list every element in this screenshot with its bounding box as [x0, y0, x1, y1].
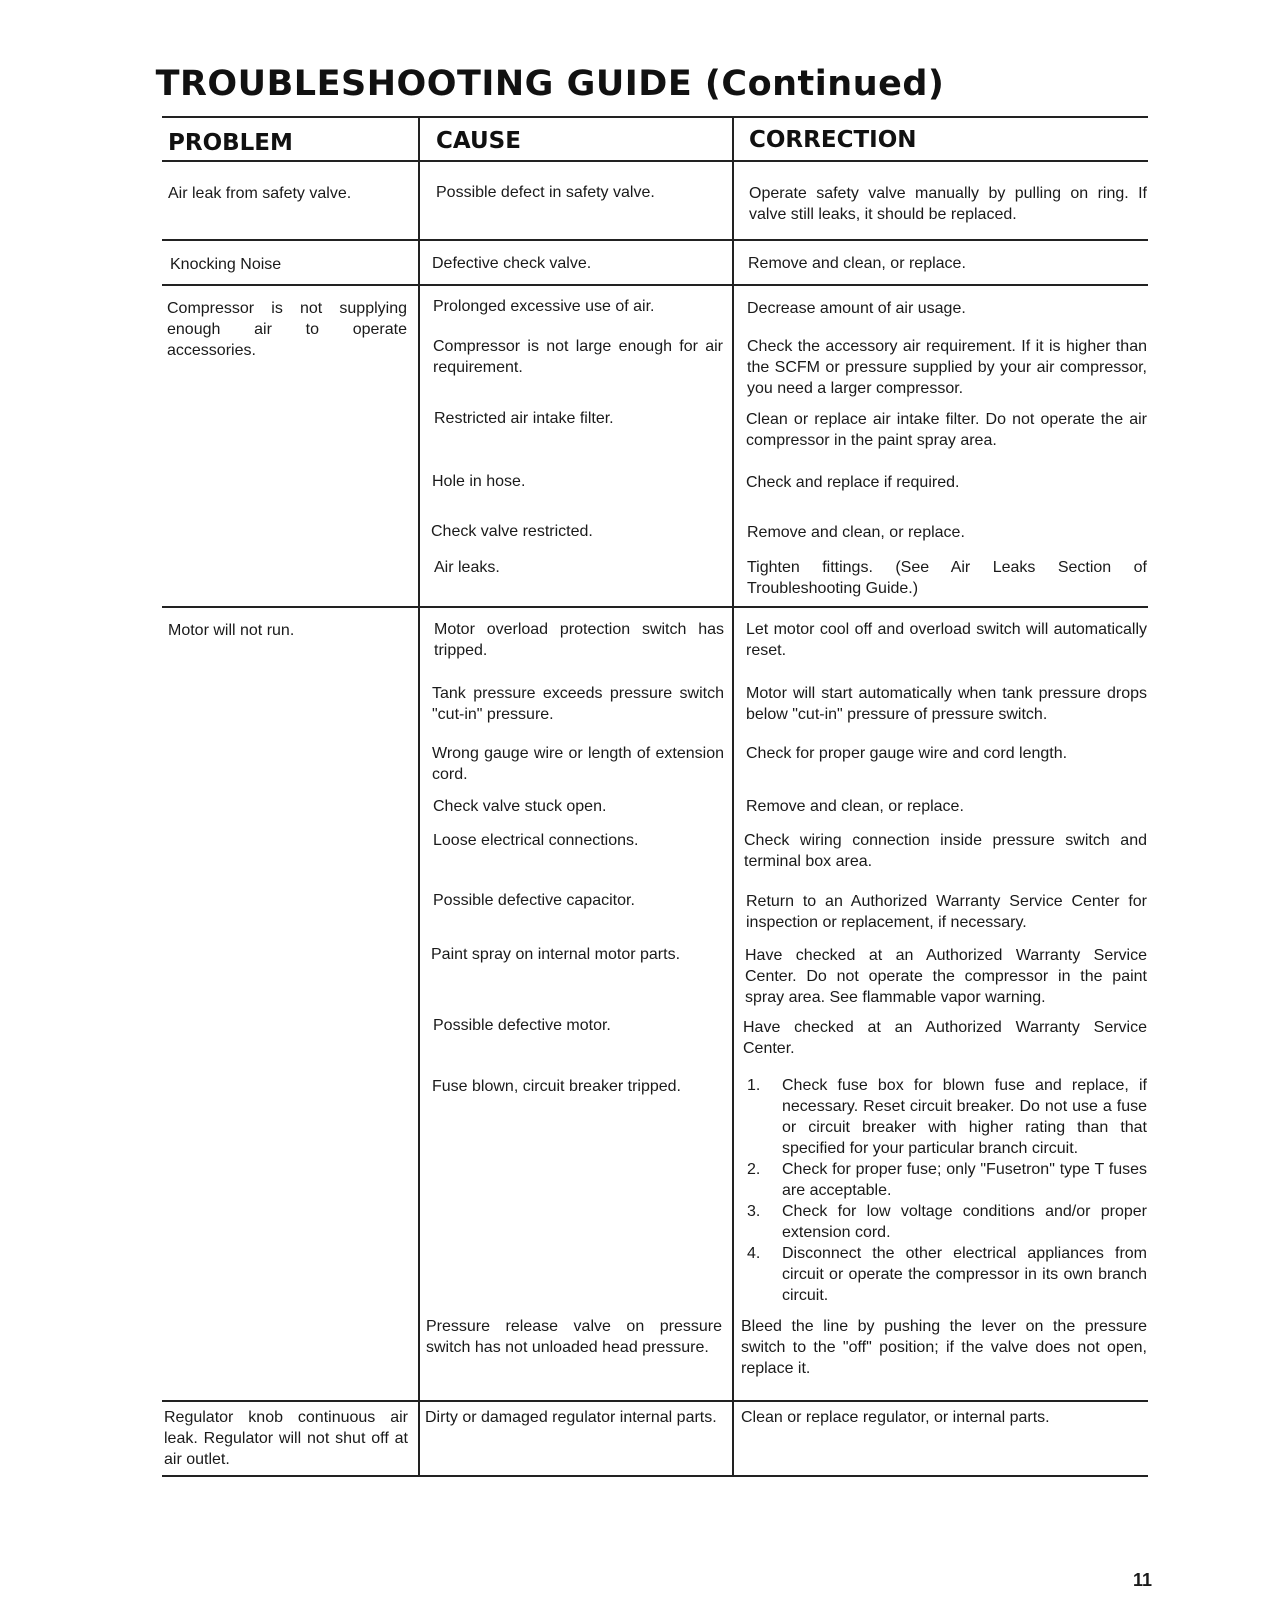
table-top-rule	[162, 116, 1148, 118]
correction-cell: Tighten fittings. (See Air Leaks Section of Troubleshooting Guide.)	[747, 559, 1147, 597]
problem-cell: Air leak from safety valve.	[168, 185, 352, 202]
correction-steps-list	[742, 1075, 1147, 1306]
list-item	[742, 1243, 1147, 1306]
list-item-number: 4.	[747, 1245, 761, 1262]
cause-cell: Check valve restricted.	[431, 523, 593, 540]
list-item-number: 3.	[747, 1203, 761, 1220]
cause-cell: Loose electrical connections.	[433, 832, 639, 849]
cause-cell: Compressor is not large enough for air requirement.	[433, 338, 723, 376]
list-item-number: 1.	[747, 1077, 761, 1094]
row-divider	[162, 284, 1148, 286]
correction-cell: Check for proper gauge wire and cord length.	[746, 745, 1068, 762]
cause-cell: Prolonged excessive use of air.	[433, 298, 655, 315]
correction-cell: Remove and clean, or replace.	[746, 798, 964, 815]
cause-cell: Pressure release valve on pressure switch has not unloaded head pressure.	[426, 1318, 722, 1356]
cause-cell: Dirty or damaged regulator internal parts.	[425, 1409, 717, 1426]
problem-cell: Knocking Noise	[170, 256, 282, 273]
correction-cell: Return to an Authorized Warranty Service Center for inspection or replacement, if necessary.	[746, 893, 1147, 931]
column-divider	[732, 116, 734, 1475]
table-bottom-rule	[162, 1475, 1148, 1477]
list-item-number: 2.	[747, 1161, 761, 1178]
correction-cell: Operate safety valve manually by pulling on ring. If valve still leaks, it should be replaced.	[749, 185, 1147, 223]
list-item	[742, 1159, 1147, 1201]
correction-cell: Clean or replace air intake filter. Do not operate the air compressor in the paint spray area.	[746, 411, 1147, 449]
list-item	[742, 1075, 1147, 1159]
page-title: TROUBLESHOOTING GUIDE (Continued)	[155, 64, 945, 104]
cause-cell: Motor overload protection switch has tripped.	[434, 621, 724, 659]
problem-cell: Regulator knob continuous air leak. Regulator will not shut off at air outlet.	[164, 1409, 408, 1468]
cause-cell: Possible defect in safety valve.	[436, 184, 655, 201]
problem-cell: Compressor is not supplying enough air to operate accessories.	[167, 300, 407, 359]
page-number: 11	[1132, 1570, 1152, 1590]
cause-cell: Check valve stuck open.	[433, 798, 607, 815]
cause-cell: Possible defective motor.	[433, 1017, 611, 1034]
list-item-text: Disconnect the other electrical appliances from circuit or operate the compressor in its own branch circuit.	[782, 1245, 1147, 1304]
header-correction: CORRECTION	[749, 127, 917, 153]
correction-cell: Decrease amount of air usage.	[747, 300, 966, 317]
cause-cell: Wrong gauge wire or length of extension cord.	[432, 745, 724, 783]
correction-cell: Let motor cool off and overload switch will automatically reset.	[746, 621, 1147, 659]
correction-cell: Bleed the line by pushing the lever on the pressure switch to the "off" position; if the valve does not open, replace it.	[741, 1318, 1147, 1377]
cause-cell: Restricted air intake filter.	[434, 410, 614, 427]
row-divider	[162, 606, 1148, 608]
correction-cell: Have checked at an Authorized Warranty Service Center.	[743, 1019, 1147, 1057]
list-item-text: Check fuse box for blown fuse and replace, if necessary. Reset circuit breaker. Do not use a fuse or circuit breaker with higher rating than that specified for your particular branch circuit.	[782, 1077, 1147, 1157]
problem-cell: Motor will not run.	[168, 622, 295, 639]
correction-cell: Check the accessory air requirement. If it is higher than the SCFM or pressure supplied by your air compressor, you need a larger compressor.	[747, 338, 1147, 397]
correction-cell: Have checked at an Authorized Warranty Service Center. Do not operate the compressor in the paint spray area. See flammable vapor warning.	[745, 947, 1147, 1006]
cause-cell: Possible defective capacitor.	[433, 892, 635, 909]
row-divider	[162, 239, 1148, 241]
cause-cell: Defective check valve.	[432, 255, 592, 272]
cause-cell: Hole in hose.	[432, 473, 526, 490]
header-problem: PROBLEM	[168, 130, 293, 156]
correction-cell: Motor will start automatically when tank pressure drops below "cut-in" pressure of pressure switch.	[746, 685, 1147, 723]
correction-cell: Check wiring connection inside pressure switch and terminal box area.	[744, 832, 1147, 870]
header-cause: CAUSE	[436, 128, 521, 154]
cause-cell: Tank pressure exceeds pressure switch "cut-in" pressure.	[432, 685, 724, 723]
correction-cell: Remove and clean, or replace.	[747, 524, 965, 541]
cause-cell: Paint spray on internal motor parts.	[431, 946, 681, 963]
header-bottom-rule	[162, 160, 1148, 162]
list-item-text: Check for low voltage conditions and/or proper extension cord.	[782, 1203, 1147, 1241]
cause-cell: Fuse blown, circuit breaker tripped.	[432, 1078, 681, 1095]
column-divider	[418, 116, 420, 1475]
correction-cell: Clean or replace regulator, or internal parts.	[741, 1409, 1050, 1426]
list-item-text: Check for proper fuse; only "Fusetron" type T fuses are acceptable.	[782, 1161, 1147, 1199]
correction-cell: Check and replace if required.	[746, 474, 960, 491]
correction-cell: Remove and clean, or replace.	[748, 255, 966, 272]
list-item	[742, 1201, 1147, 1243]
cause-cell: Air leaks.	[434, 559, 500, 576]
row-divider	[162, 1400, 1148, 1402]
